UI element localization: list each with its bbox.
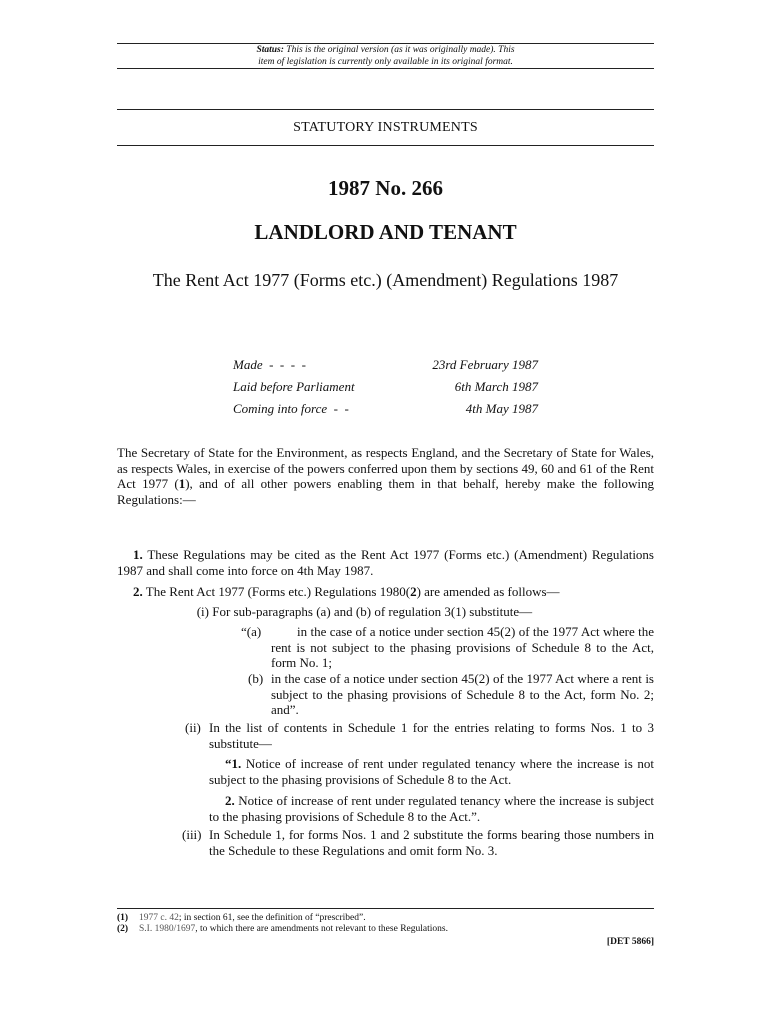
footnote-ref-1[interactable]: 1 <box>178 476 186 491</box>
date-value: 4th May 1987 <box>465 401 538 416</box>
contents-entry-2 <box>209 793 654 824</box>
date-value: 6th March 1987 <box>454 379 538 394</box>
date-label: Coming into force - - <box>233 401 349 416</box>
item-label: (b) <box>248 671 264 686</box>
item-label: (iii) <box>182 827 202 842</box>
sub-paragraph-b <box>241 671 654 718</box>
footnote-number: (2) <box>117 924 129 934</box>
sub-paragraph-i <box>190 604 654 620</box>
heading-top-rule <box>117 109 654 110</box>
regulation-text: These Regulations may be cited as the Rent Act 1977 (Forms etc.) (Amendment) Regulations 1987 and shall come into force on 4th May 1987. <box>117 547 654 578</box>
contents-entry-1 <box>209 756 654 787</box>
footnote-link[interactable]: S.I. 1980/1697 <box>139 924 196 934</box>
page-code: [DET 5866] <box>606 937 654 947</box>
status-notice <box>117 44 654 68</box>
footnote-rule <box>117 908 654 909</box>
subject-heading: LANDLORD AND TENANT <box>254 220 517 244</box>
sub-paragraph-ii <box>185 720 654 751</box>
regulation-1 <box>117 547 654 578</box>
heading-bottom-rule <box>117 145 654 146</box>
item-label: (ii) <box>185 720 201 735</box>
entry-number: 2. <box>225 793 235 808</box>
date-row-made <box>233 357 538 379</box>
preamble-text-2: ), and of all other powers enabling them in that behalf, hereby make the following Regulations:— <box>117 476 654 507</box>
footnote-link[interactable]: 1977 c. 42 <box>139 913 179 923</box>
sub-paragraph-iii <box>182 827 654 858</box>
footnote-text: ; in section 61, see the definition of “prescribed”. <box>178 913 366 923</box>
preamble <box>117 445 654 507</box>
status-bottom-rule <box>117 68 654 69</box>
item-text: In Schedule 1, for forms Nos. 1 and 2 substitute the forms bearing those numbers in the Schedule to these Regulations and omit form No. 3. <box>209 827 654 858</box>
item-text: For sub-paragraphs (a) and (b) of regulation 3(1) substitute— <box>212 604 533 619</box>
preamble-text-1: The Secretary of State for the Environment, as respects England, and the Secretary of State for Wales, as respects Wales, in exercise of the powers conferred upon them by sections 49, 60 and 61 of the Rent Act 1977 ( <box>117 445 654 491</box>
date-row-laid <box>233 379 538 401</box>
status-line-1: This is the original version (as it was originally made). This <box>286 45 515 55</box>
date-value: 23rd February 1987 <box>432 357 538 372</box>
entry-text: Notice of increase of rent under regulated tenancy where the increase is subject to the phasing provisions of Schedule 8 to the Act.”. <box>209 793 654 824</box>
entry-text: Notice of increase of rent under regulated tenancy where the increase is not subject to the phasing provisions of Schedule 8 to the Act. <box>209 756 655 787</box>
footnote-text: , to which there are amendments not relevant to these Regulations. <box>195 924 448 934</box>
item-label: “(a) <box>241 624 262 639</box>
item-label: (i) <box>196 604 209 619</box>
sub-paragraph-a <box>241 624 654 671</box>
status-label: Status: <box>256 45 284 55</box>
item-text: in the case of a notice under section 45(2) of the 1977 Act where the rent is not subject to the phasing provisions of Schedule 8 to the Act, form No. 1; <box>271 624 654 670</box>
footnote-1 <box>117 913 654 924</box>
item-text: In the list of contents in Schedule 1 for the entries relating to forms Nos. 1 to 3 substitute— <box>209 720 654 751</box>
date-row-in-force <box>233 401 538 423</box>
regulation-2 <box>117 584 654 600</box>
footnote-2 <box>117 924 654 935</box>
dates-table <box>233 357 538 423</box>
regulation-number: 1. <box>133 547 143 562</box>
regulation-text-1: The Rent Act 1977 (Forms etc.) Regulations 1980( <box>145 584 411 599</box>
instrument-number: 1987 No. 266 <box>328 176 443 200</box>
date-label: Laid before Parliament <box>233 379 355 394</box>
series-heading: STATUTORY INSTRUMENTS <box>293 120 478 135</box>
instrument-title: The Rent Act 1977 (Forms etc.) (Amendment) Regulations 1987 <box>152 270 619 290</box>
regulation-number: 2. <box>133 584 143 599</box>
item-text: in the case of a notice under section 45(2) of the 1977 Act where a rent is subject to the phasing provisions of Schedule 8 to the Act, form No. 2; and”. <box>271 671 654 717</box>
date-label: Made - - - - <box>233 357 306 372</box>
status-line-2: item of legislation is currently only available in its original format. <box>258 57 513 67</box>
entry-number: “1. <box>225 756 242 771</box>
footnote-ref-2[interactable]: 2 <box>410 584 417 599</box>
footnote-number: (1) <box>117 913 129 923</box>
regulation-text-2: ) are amended as follows— <box>416 584 560 599</box>
